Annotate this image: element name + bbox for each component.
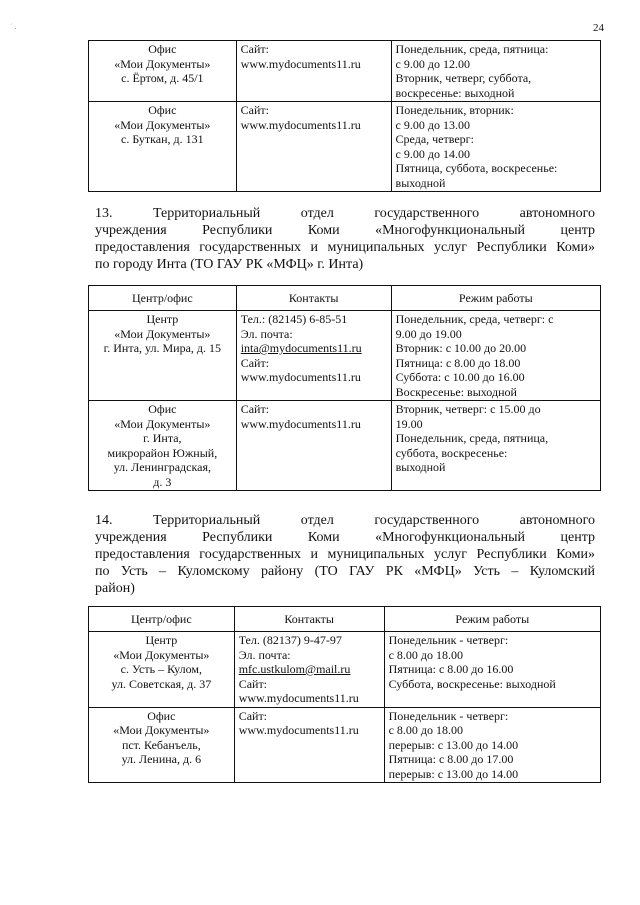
contacts-line: Сайт:	[238, 708, 268, 723]
hours-line: Понедельник, среда, четверг: с	[395, 312, 554, 326]
contacts-cell	[234, 632, 384, 708]
scan-mark: ˙ .	[10, 22, 17, 31]
contacts-line: Сайт:	[240, 402, 270, 416]
office-cell	[89, 41, 237, 102]
page-number: 24	[593, 22, 604, 34]
offices-table-continued	[88, 40, 601, 192]
contacts-cell	[236, 102, 391, 192]
hours-line: перерыв: с 13.00 до 14.00	[388, 766, 519, 781]
hours-line: Пятница: с 8.00 до 16.00	[388, 662, 514, 676]
office-line: Офис	[148, 402, 177, 416]
contacts-line: Сайт:	[238, 676, 268, 691]
office-line: микрорайон Южный,	[107, 445, 218, 460]
contacts-line: www.mydocuments11.ru	[238, 723, 359, 737]
contacts-line: Эл. почта:	[240, 326, 293, 341]
contacts-line: www.mydocuments11.ru	[240, 370, 361, 384]
office-line: с. Ёртом, д. 45/1	[121, 71, 204, 85]
table-row	[89, 102, 601, 192]
hours-line: Среда, четверг:	[395, 132, 474, 146]
column-header-office: Центр/офис	[89, 607, 235, 632]
column-header-office: Центр/офис	[89, 286, 237, 311]
office-line: пст. Кебанъель,	[121, 737, 201, 752]
contacts-line: Сайт:	[240, 103, 270, 117]
table-row	[89, 707, 601, 783]
contacts-line: www.mydocuments11.ru	[240, 117, 361, 132]
contacts-line: Сайт:	[240, 42, 270, 56]
hours-line: 19.00	[395, 416, 423, 431]
office-line: «Мои Документы»	[114, 56, 211, 71]
table-header-row	[89, 607, 601, 632]
office-line: ул. Ленинградская,	[113, 460, 211, 474]
hours-line: Суббота: с 10.00 до 16.00	[395, 370, 525, 384]
table-row	[89, 632, 601, 708]
hours-line: с 8.00 до 18.00	[388, 647, 464, 662]
hours-line: Понедельник - четверг:	[388, 633, 509, 647]
heading-line: предоставления государственных и муниципальных услуг Республики Коми»	[95, 547, 595, 562]
hours-line: Понедельник, среда, пятница,	[395, 431, 549, 445]
contacts-line: Эл. почта:	[238, 647, 291, 662]
table-header-row	[89, 286, 601, 311]
hours-line: с 9.00 до 12.00	[395, 56, 470, 71]
hours-line: Пятница, суббота, воскресенье:	[395, 161, 558, 175]
inta-offices-table	[88, 285, 601, 491]
section-14-heading	[95, 512, 595, 597]
office-line: Центр	[145, 633, 178, 647]
office-line: с. Буткан, д. 131	[121, 132, 204, 146]
column-header-hours: Режим работы	[391, 286, 600, 311]
section-13-heading	[95, 205, 595, 273]
office-cell	[89, 401, 237, 491]
hours-line: Суббота, воскресенье: выходной	[388, 676, 556, 691]
hours-cell	[384, 632, 600, 708]
office-line: Офис	[148, 103, 177, 117]
hours-line: Вторник: с 10.00 до 20.00	[395, 341, 527, 355]
ust-kulom-offices-table	[88, 606, 601, 783]
contacts-line: Сайт:	[240, 355, 270, 370]
hours-cell	[384, 707, 600, 783]
heading-line: предоставления государственных и муниципальных услуг Республики Коми»	[95, 240, 595, 255]
hours-cell	[391, 102, 600, 192]
hours-cell	[391, 41, 600, 102]
hours-line: Пятница: с 8.00 до 17.00	[388, 752, 514, 766]
office-line: «Мои Документы»	[113, 723, 210, 737]
hours-line: Воскресенье: выходной	[395, 384, 517, 399]
hours-line: выходной	[395, 460, 446, 474]
office-line: «Мои Документы»	[113, 647, 210, 662]
contacts-cell	[236, 41, 391, 102]
hours-line: 9.00 до 19.00	[395, 326, 462, 341]
office-line: ул. Ленина, д. 6	[121, 752, 202, 766]
hours-line: суббота, воскресенье:	[395, 445, 508, 460]
email-line	[241, 341, 387, 356]
contacts-line: www.mydocuments11.ru	[240, 56, 361, 71]
email-line	[239, 662, 380, 677]
hours-line: выходной	[395, 175, 446, 190]
office-line: Офис	[147, 708, 176, 723]
hours-cell	[391, 401, 600, 491]
office-line: Офис	[148, 42, 177, 56]
column-header-hours: Режим работы	[384, 607, 600, 632]
hours-line: Вторник, четверг: с 15.00 до	[395, 402, 541, 416]
column-header-contacts: Контакты	[234, 607, 384, 632]
contacts-line: Тел.: (82145) 6-85-51	[240, 312, 348, 326]
contacts-cell	[236, 311, 391, 401]
office-line: Центр	[146, 312, 179, 326]
contacts-line: www.mydocuments11.ru	[238, 691, 359, 705]
hours-line: Вторник, четверг, суббота,	[395, 71, 532, 85]
table-row	[89, 311, 601, 401]
hours-line: с 9.00 до 14.00	[395, 146, 470, 161]
office-line: «Мои Документы»	[114, 416, 211, 431]
office-cell	[89, 632, 235, 708]
heading-line: учреждения Республики Коми «Многофункциональный центр	[95, 530, 595, 545]
column-header-contacts: Контакты	[236, 286, 391, 311]
office-line: г. Инта,	[143, 431, 182, 445]
hours-line: перерыв: с 13.00 до 14.00	[388, 737, 519, 752]
heading-line: 13. Территориальный отдел государственного автономного	[95, 206, 595, 221]
contacts-cell	[234, 707, 384, 783]
heading-last-line: по городу Инта (ТО ГАУ РК «МФЦ» г. Инта)	[95, 257, 364, 272]
contacts-cell	[236, 401, 391, 491]
office-line: «Мои Документы»	[114, 326, 211, 341]
table-row	[89, 401, 601, 491]
office-line: «Мои Документы»	[114, 117, 211, 132]
office-line: с. Усть – Кулом,	[120, 662, 203, 676]
hours-line: Понедельник - четверг:	[388, 708, 509, 723]
email-link[interactable]: inta@mydocuments11.ru	[240, 341, 362, 355]
hours-line: Понедельник, вторник:	[395, 103, 514, 117]
table-row	[89, 41, 601, 102]
heading-line: 14. Территориальный отдел государственного автономного	[95, 513, 595, 528]
heading-line: учреждения Республики Коми «Многофункциональный центр	[95, 223, 595, 238]
hours-cell	[391, 311, 600, 401]
office-cell	[89, 707, 235, 783]
contacts-line: www.mydocuments11.ru	[240, 416, 361, 431]
office-line: д. 3	[153, 474, 172, 489]
hours-line: Пятница: с 8.00 до 18.00	[395, 355, 521, 370]
hours-line: с 9.00 до 13.00	[395, 117, 470, 132]
office-cell	[89, 311, 237, 401]
office-cell	[89, 102, 237, 192]
heading-last-line: район)	[95, 581, 135, 596]
contacts-line: Тел. (82137) 9-47-97	[238, 633, 342, 647]
heading-line: по Усть – Куломскому району (ТО ГАУ РК «МФЦ» Усть – Куломский	[95, 564, 595, 579]
hours-line: с 8.00 до 18.00	[388, 723, 464, 737]
hours-line: Понедельник, среда, пятница:	[395, 42, 549, 56]
hours-line: воскресенье: выходной	[395, 85, 515, 100]
email-link[interactable]: mfc.ustkulom@mail.ru	[238, 662, 351, 676]
office-line: г. Инта, ул. Мира, д. 15	[103, 341, 222, 355]
office-line: ул. Советская, д. 37	[111, 676, 212, 691]
